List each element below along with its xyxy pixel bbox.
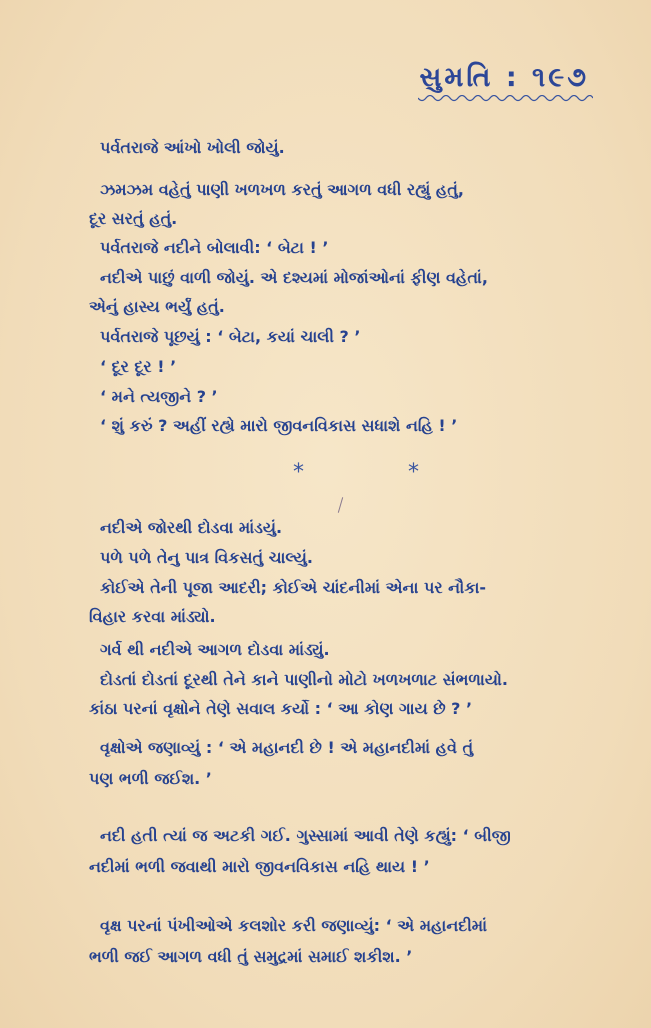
paragraph-3: પર્વતરાજે નદીને બોલાવી: ‘ બેટા ! ’ — [100, 238, 329, 257]
paragraph-4-line-1: નદીએ પાછું વાળી જોયું. એ દશ્યમાં મોજાંઓનાં ફીણ વહેતાં, — [100, 268, 488, 287]
paragraph-15-line-1: વૃક્ષોએ જણાવ્યું : ‘ એ મહાનદી છે ! એ મહાનદીમાં હવે તું — [100, 738, 474, 757]
stray-ink-mark — [338, 497, 343, 513]
paragraph-11-line-2: વિહાર કરવા માંડ્યો. — [89, 607, 216, 626]
paragraph-2-line-1: ઝમઝમ વહેતું પાણી ખળખળ કરતું આગળ વધી રહ્યું હતું, — [100, 180, 464, 199]
paragraph-16-line-2: નદીમાં ભળી જવાથી મારો જીવનવિકાસ નહિ થાય ! ’ — [89, 857, 430, 876]
paragraph-9: નદીએ જોરથી દોડવા માંડયું. — [100, 518, 283, 537]
paragraph-1: પર્વતરાજે આંખો ખોલી જોયું. — [100, 138, 285, 157]
paragraph-4-line-2: એનું હાસ્ય ભર્યું હતું. — [89, 297, 225, 316]
paragraph-2-line-2: દૂર સરતું હતું. — [89, 209, 178, 228]
separator-asterisk-left: * — [293, 460, 304, 485]
paragraph-16-line-1: નદી હતી ત્યાં જ અટકી ગઈ. ગુસ્સામાં આવી તેણે કહ્યું: ‘ બીજી — [100, 826, 511, 845]
paragraph-11-line-1: કોઈએ તેની પૂજા આદરી; કોઈએ ચાંદનીમાં એના પર નૌકા- — [100, 578, 487, 597]
paragraph-14: કાંઠા પરનાં વૃક્ષોને તેણે સવાલ કર્યો : ‘ આ કોણ ગાય છે ? ’ — [89, 699, 473, 718]
paragraph-15-line-2: પણ ભળી જઈશ. ’ — [89, 769, 212, 788]
paragraph-7: ‘ મને ત્યજીને ? ’ — [100, 387, 218, 406]
paragraph-5: પર્વતરાજે પૂછયું : ‘ બેટા, કયાં ચાલી ? ’ — [100, 327, 361, 346]
paragraph-17-line-2: ભળી જઈ આગળ વધી તું સમુદ્રમાં સમાઈ શકીશ. ’ — [89, 947, 413, 966]
paragraph-8: ‘ શું કરું ? અહીં રહ્યે મારો જીવનવિકાસ સધાશે નહિ ! ’ — [100, 416, 458, 435]
paragraph-17-line-1: વૃક્ષ પરનાં પંખીઓએ કલશોર કરી જણાવ્યું: ‘ એ મહાનદીમાં — [100, 916, 487, 935]
running-header: સુમતિ : ૧૯૭ — [419, 62, 589, 93]
paragraph-10: પળે પળે તેનુ પાત્ર વિકસતું ચાલ્યું. — [100, 548, 313, 567]
separator-asterisk-right: * — [408, 460, 419, 485]
paragraph-6: ‘ દૂર દૂર ! ’ — [100, 357, 177, 376]
paragraph-12: ગર્વ થી નદીએ આગળ દોડવા માંડ્યું. — [100, 640, 330, 659]
paragraph-13: દોડતાં દોડતાં દૂરથી તેને કાને પાણીનો મોટો ખળખળાટ સંભળાયો. — [100, 670, 509, 689]
header-wavy-rule — [418, 95, 593, 105]
